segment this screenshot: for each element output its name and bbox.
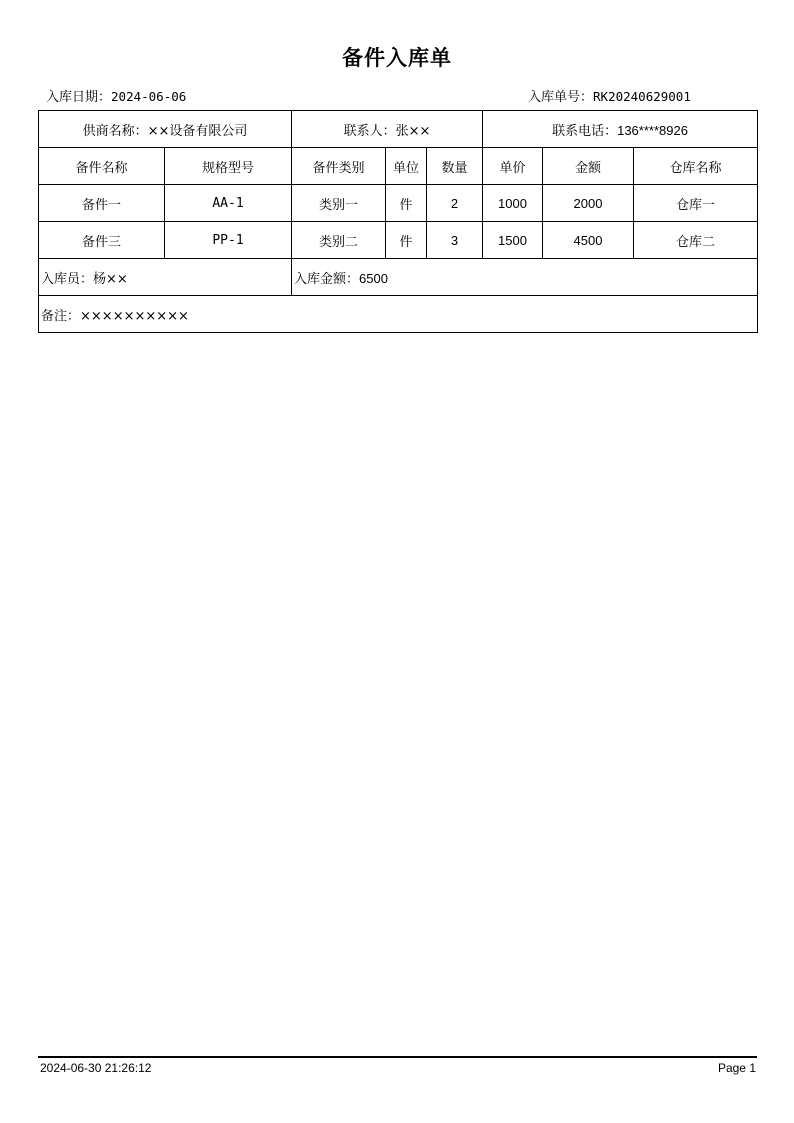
summary-row xyxy=(39,259,758,296)
inbound-amount xyxy=(292,259,758,296)
remark xyxy=(39,296,758,333)
part-name-cell: 备件三 xyxy=(39,222,165,259)
remark-row xyxy=(39,296,758,333)
remark-value: ×××××××××× xyxy=(80,308,189,324)
amount-cell: 4500 xyxy=(543,222,634,259)
document-title: 备件入库单 xyxy=(342,46,452,70)
order-number-value: RK20240629001 xyxy=(593,89,691,104)
supplier-phone xyxy=(483,111,758,148)
column-header: 仓库名称 xyxy=(634,148,758,185)
inbound-date-label: 入库日期： xyxy=(46,90,112,105)
amount-cell: 2000 xyxy=(543,185,634,222)
unit-price-cell: 1000 xyxy=(483,185,543,222)
inbound-date-value: 2024-06-06 xyxy=(111,89,187,104)
amount-value: 6500 xyxy=(359,270,388,286)
spec-model-cell: AA-1 xyxy=(165,185,292,222)
phone-value: 136****8926 xyxy=(617,122,688,138)
part-name-cell: 备件一 xyxy=(39,185,165,222)
footer-divider xyxy=(38,1056,757,1058)
amount-label: 入库金额： xyxy=(294,271,360,287)
page-number: Page 1 xyxy=(717,1061,756,1075)
clerk-label: 入库员： xyxy=(41,271,94,287)
inbound-date xyxy=(46,86,186,105)
phone-label: 联系电话： xyxy=(552,123,618,139)
column-header: 金额 xyxy=(543,148,634,185)
inbound-form-table xyxy=(38,110,758,333)
unit-cell: 件 xyxy=(386,222,427,259)
table-header-row xyxy=(39,148,758,185)
warehouse-cell: 仓库一 xyxy=(634,185,758,222)
quantity-cell: 2 xyxy=(427,185,483,222)
spec-model-cell: PP-1 xyxy=(165,222,292,259)
supplier-row xyxy=(39,111,758,148)
unit-cell: 件 xyxy=(386,185,427,222)
column-header: 单位 xyxy=(386,148,427,185)
unit-price-cell: 1500 xyxy=(483,222,543,259)
print-timestamp: 2024-06-30 21:26:12 xyxy=(40,1061,152,1075)
clerk-value: 杨×× xyxy=(93,271,128,287)
part-category-cell: 类别二 xyxy=(292,222,386,259)
column-header: 数量 xyxy=(427,148,483,185)
supplier-contact: 联系人：张×× xyxy=(292,111,483,148)
remark-label: 备注： xyxy=(41,308,81,324)
table-row xyxy=(39,222,758,259)
order-number-label: 入库单号： xyxy=(528,90,594,105)
column-header: 备件名称 xyxy=(39,148,165,185)
inbound-order-number xyxy=(528,86,691,105)
part-category-cell: 类别一 xyxy=(292,185,386,222)
warehouse-cell: 仓库二 xyxy=(634,222,758,259)
column-header: 单价 xyxy=(483,148,543,185)
supplier-name: 供商名称：××设备有限公司 xyxy=(39,111,292,148)
quantity-cell: 3 xyxy=(427,222,483,259)
table-row xyxy=(39,185,758,222)
inbound-clerk xyxy=(39,259,292,296)
column-header: 备件类别 xyxy=(292,148,386,185)
column-header: 规格型号 xyxy=(165,148,292,185)
